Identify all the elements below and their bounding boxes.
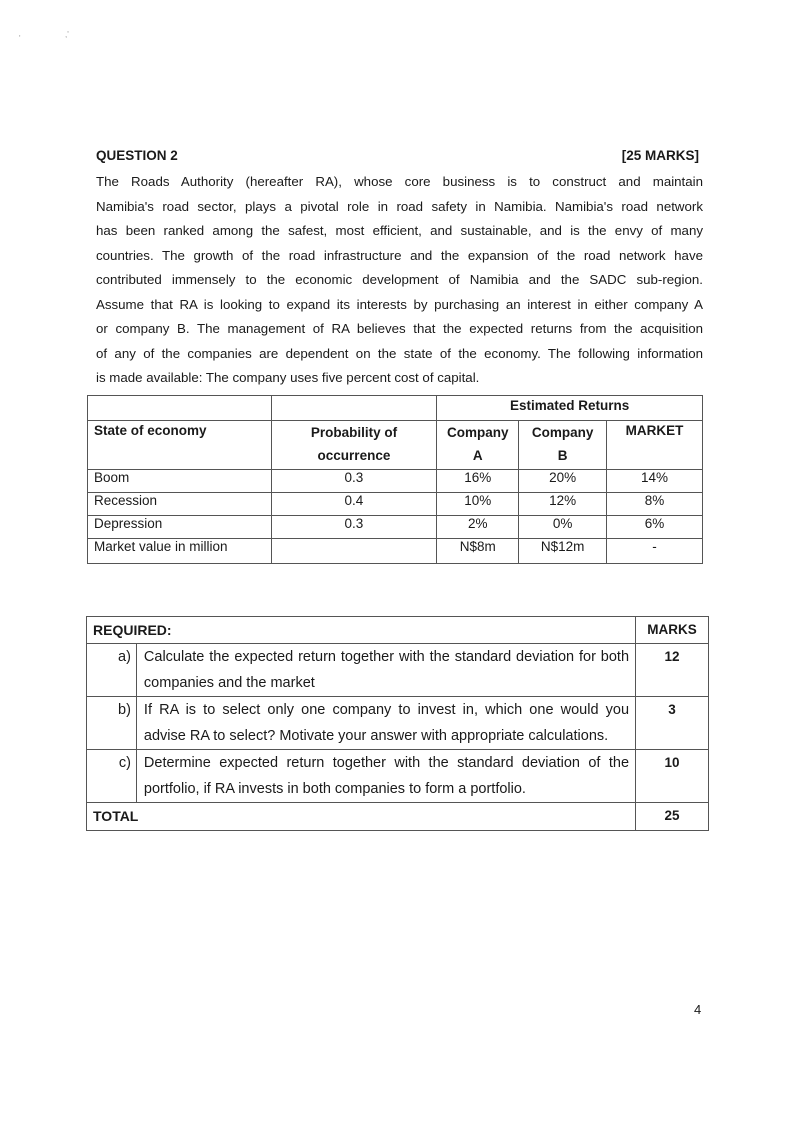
- cell-market: 8%: [607, 493, 703, 516]
- paragraph-line: has been ranked among the safest, most efficient, and sustainable, and is the envy of many: [96, 223, 703, 238]
- header-company-b-line1: Company: [531, 425, 594, 440]
- question-paragraph: [96, 170, 703, 391]
- item-text: If RA is to select only one company to invest in, which one would you advise RA to select? Motivate your answer with appropriate calculations.: [136, 697, 635, 750]
- required-item: [87, 750, 709, 803]
- cell-company-b: 20%: [519, 470, 607, 493]
- header-company-b: [519, 421, 607, 470]
- item-marks: 10: [636, 750, 709, 803]
- cell-state: Boom: [88, 470, 272, 493]
- paragraph-line: countries. The growth of the road infrastructure and the expansion of the road network have: [96, 247, 703, 263]
- paragraph-line: is made available: The company uses five percent cost of capital.: [96, 370, 480, 385]
- cell-market: 14%: [607, 470, 703, 493]
- cell-probability: 0.3: [271, 516, 437, 539]
- cell-probability: 0.3: [271, 470, 437, 493]
- required-item: [87, 644, 709, 697]
- marks-header: MARKS: [636, 617, 709, 644]
- total-marks: 25: [636, 803, 709, 831]
- item-label: c): [87, 750, 137, 803]
- cell-company-b: 0%: [519, 516, 607, 539]
- cell-probability: 0.4: [271, 493, 437, 516]
- table-row: [88, 470, 703, 493]
- cell-market: 6%: [607, 516, 703, 539]
- paragraph-line: of any of the companies are dependent on the state of the economy. The following information: [96, 345, 703, 361]
- table-header-row: [88, 421, 703, 470]
- empty-cell: [271, 396, 437, 421]
- table-row: [88, 539, 703, 564]
- item-marks: 3: [636, 697, 709, 750]
- cell-company-a: 10%: [437, 493, 519, 516]
- cell-state: Market value in million: [88, 539, 272, 564]
- item-label: b): [87, 697, 137, 750]
- cell-company-a: N$8m: [437, 539, 519, 564]
- item-label: a): [87, 644, 137, 697]
- estimated-returns-header: Estimated Returns: [437, 396, 703, 421]
- paragraph-line: Namibia's road sector, plays a pivotal role in road safety in Namibia. Namibia's road network: [96, 198, 703, 214]
- total-row: [87, 803, 709, 831]
- table-row: [88, 493, 703, 516]
- header-company-a: [437, 421, 519, 470]
- returns-table: [87, 395, 703, 564]
- scan-artifact: ': [19, 34, 21, 43]
- question-marks: [25 MARKS]: [621, 148, 699, 163]
- required-header-row: [87, 617, 709, 644]
- cell-company-b: 12%: [519, 493, 607, 516]
- header-company-a-line1: Company: [446, 425, 509, 440]
- item-text: Determine expected return together with the standard deviation of the portfolio, if RA invests in both companies to form a portfolio.: [136, 750, 635, 803]
- header-company-a-line2: A: [472, 448, 483, 463]
- cell-state: Depression: [88, 516, 272, 539]
- required-table: [86, 616, 709, 831]
- cell-company-a: 2%: [437, 516, 519, 539]
- header-probability-line1: Probability of: [310, 425, 398, 440]
- paragraph-line: or company B. The management of RA believes that the expected returns from the acquisition: [96, 321, 703, 336]
- paragraph-line: Assume that RA is looking to expand its interests by purchasing an interest in either company A: [96, 296, 703, 312]
- required-item: [87, 697, 709, 750]
- item-marks: 12: [636, 644, 709, 697]
- page-number: 4: [694, 1002, 702, 1017]
- scan-artifact: ,': [65, 30, 69, 39]
- paragraph-line: contributed immensely to the economic development of Namibia and the SADC sub-region.: [96, 272, 703, 287]
- paragraph-line: The Roads Authority (hereafter RA), whose core business is to construct and maintain: [96, 174, 703, 189]
- table-row: [88, 516, 703, 539]
- item-text: Calculate the expected return together with the standard deviation for both companies and the market: [136, 644, 635, 697]
- header-company-b-line2: B: [557, 448, 568, 463]
- header-market: MARKET: [607, 421, 703, 470]
- table-group-header-row: [88, 396, 703, 421]
- required-header: REQUIRED:: [87, 617, 636, 644]
- total-label: TOTAL: [87, 803, 636, 831]
- cell-company-a: 16%: [437, 470, 519, 493]
- question-header: [96, 148, 699, 166]
- cell-state: Recession: [88, 493, 272, 516]
- cell-company-b: N$12m: [519, 539, 607, 564]
- empty-cell: [88, 396, 272, 421]
- question-title: QUESTION 2: [96, 148, 178, 163]
- cell-probability: [271, 539, 437, 564]
- header-probability: [271, 421, 437, 470]
- cell-market: -: [607, 539, 703, 564]
- header-state: State of economy: [88, 421, 272, 470]
- header-probability-line2: occurrence: [317, 448, 391, 463]
